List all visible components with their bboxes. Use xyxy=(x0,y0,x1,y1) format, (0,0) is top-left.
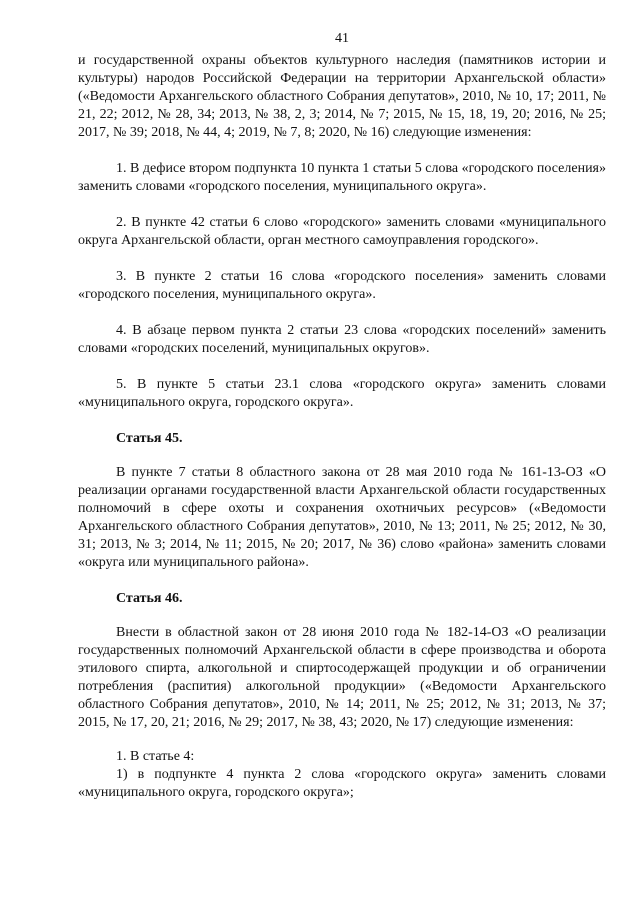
intro-paragraph: и государственной охраны объектов культурного наследия (памятников истории и культуры) народов Российской Федерации на территории Архангельской области» («Ведомости Архангельского областного Собрания депутатов», 2010, № 10, 17; 2011, № 21, 22; 2012, № 28, 34; 2013, № 38, 2, 3; 2014, № 7; 2015, № 15, 18, 19, 20; 2016, № 25; 2017, № 39; 2018, № 44, 4; 2019, № 7, 8; 2020, № 16) следующие изменения: xyxy=(78,53,606,140)
article-46-text: Внести в областной закон от 28 июня 2010 года № 182-14-ОЗ «О реализации государственных полномочий Архангельской области в сфере производства и оборота этилового спирта, алкогольной и спиртосодержащей продукции и об ограничении потребления (распития) алкогольной продукции» («Ведомости Архангельского областного Собрания депутатов», 2010, № 14; 2011, № 25; 2012, № 31; 2013, № 37; 2015, № 17, 20, 21; 2016, № 29; 2017, № 38, 43; 2020, № 17) следующие изменения: xyxy=(78,625,606,730)
page-number: 41 xyxy=(335,31,349,46)
article-45-text: В пункте 7 статьи 8 областного закона от 28 мая 2010 года № 161-13-ОЗ «О реализации органами государственной власти Архангельской области государственных полномочий в сфере охоты и сохранения охотничьих ресурсов» («Ведомости Архангельского областного Собрания депутатов», 2010, № 13; 2011, № 25; 2012, № 30, 31; 2013, № 3; 2014, № 11; 2015, № 20; 2017, № 36) слово «района» заменить словами «округа или муниципального района». xyxy=(78,465,606,570)
article-46-heading: Статья 46. xyxy=(116,591,183,606)
article-46-subitem-1: 1. В статье 4: xyxy=(116,749,195,764)
amendment-item-3: 3. В пункте 2 статьи 16 слова «городского поселения» заменить словами «городского поселения, муниципального округа». xyxy=(78,269,606,302)
amendment-item-1: 1. В дефисе втором подпункта 10 пункта 1 статьи 5 слова «городского поселения» заменить словами «городского поселения, муниципального округа». xyxy=(78,161,606,194)
article-45-heading: Статья 45. xyxy=(116,431,183,446)
amendment-item-5: 5. В пункте 5 статьи 23.1 слова «городского округа» заменить словами «муниципального округа, городского округа». xyxy=(78,377,606,410)
amendment-item-2: 2. В пункте 42 статьи 6 слово «городского» заменить словами «муниципального округа Архангельской области, орган местного самоуправления городского». xyxy=(78,215,606,248)
amendment-item-4: 4. В абзаце первом пункта 2 статьи 23 слова «городских поселений» заменить словами «городских поселений, муниципальных округов». xyxy=(78,323,606,356)
article-46-subitem-1-1: 1) в подпункте 4 пункта 2 слова «городского округа» заменить словами «муниципального округа, городского округа»; xyxy=(78,767,606,800)
